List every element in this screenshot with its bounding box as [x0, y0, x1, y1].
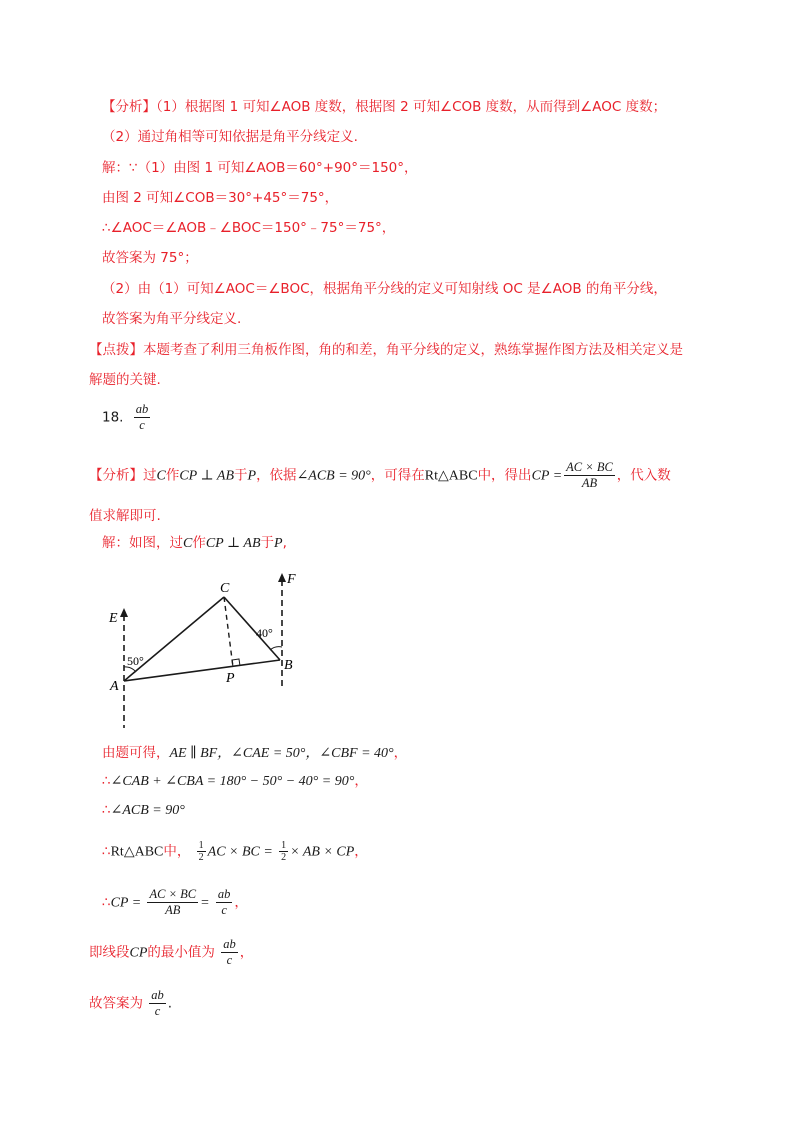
step7	[89, 988, 172, 1019]
step4-rt-triangle: Rt△ABC	[110, 844, 164, 860]
step4	[102, 840, 368, 863]
step5-fraction1-den: AB	[147, 902, 198, 918]
solution2-text-c: 于	[260, 535, 274, 551]
step6-suffix: ，	[239, 944, 254, 961]
analysis2-text-g: ，代入数	[616, 467, 671, 484]
half-fraction	[197, 840, 206, 863]
solution2-text-d: ,	[282, 535, 287, 551]
step5-fraction2-den: c	[216, 902, 233, 918]
step2-suffix: ，	[354, 773, 368, 789]
step5-fraction2-num: ab	[217, 887, 231, 901]
comment-tag: 【点拨】	[89, 342, 143, 358]
angle-label-b: 40°	[256, 626, 273, 640]
step5-fraction1	[147, 887, 198, 918]
step7-suffix: .	[167, 995, 173, 1012]
label-b: B	[284, 658, 293, 673]
step3-math: ∠ACB = 90°	[110, 803, 185, 818]
segment-cp	[224, 597, 233, 667]
angle-label-a: 50°	[127, 654, 144, 668]
analysis2-text-a: 过	[143, 467, 157, 484]
step5-eq: =	[200, 895, 210, 911]
step1-math: AE ∥ BF，∠CAE = 50°，∠CBF = 40°	[169, 746, 394, 761]
step1-prefix: 由题可得，	[102, 745, 170, 761]
step2	[102, 772, 368, 791]
analysis2-text-c: 于	[234, 467, 248, 484]
analysis1-line1	[102, 98, 666, 116]
solution1-line2: 由图 2 可知∠COB＝30°+45°＝75°，	[102, 190, 339, 206]
analysis-text: （1）根据图 1 可知∠AOB 度数，根据图 2 可知∠COB 度数，从而得到∠AOC 度数；	[156, 99, 667, 115]
therefore-symbol: ∴	[102, 773, 111, 789]
solution2-point-p: P	[274, 536, 283, 551]
half-fraction	[279, 840, 288, 863]
analysis2-point-c: C	[156, 468, 166, 484]
angle-arc-b	[270, 647, 282, 650]
comment1-line2: 解题的关键.	[89, 372, 161, 388]
comment-text: 本题考查了利用三角板作图，角的和差，角平分线的定义，熟练掌握作图方法及相关定义是	[143, 342, 683, 358]
analysis2-cp-eq: CP =	[531, 468, 563, 484]
step7-fraction-num: ab	[151, 988, 164, 1002]
comment1-line1	[89, 341, 683, 359]
therefore-symbol: ∴	[102, 894, 111, 911]
step7-fraction-den: c	[149, 1003, 166, 1019]
analysis2-cp-perp-ab: CP ⊥ AB	[179, 468, 234, 484]
geometry-figure	[100, 565, 340, 735]
step4-zhong: 中，	[163, 843, 191, 860]
analysis2-angle-acb: ∠ACB = 90°	[296, 468, 371, 484]
solution1-line3: ∴∠AOC＝∠AOB﹣∠BOC＝150°﹣75°＝75°，	[102, 220, 396, 236]
analysis2-fraction	[564, 460, 615, 491]
step6-cp: CP	[129, 945, 148, 961]
label-c: C	[220, 581, 230, 596]
solution1-line5: （2）由（1）可知∠AOC＝∠BOC，根据角平分线的定义可知射线 OC 是∠AOB 的角平分线，	[102, 281, 667, 297]
step4-math-right: × AB × CP	[290, 844, 355, 860]
analysis2-text-b: 作	[165, 467, 180, 484]
step5-fraction1-num: AC × BC	[149, 887, 197, 901]
solution2-cp-perp-ab: CP ⊥ AB	[205, 536, 261, 551]
q18-line	[102, 402, 152, 433]
step6	[89, 937, 253, 968]
step1	[102, 744, 407, 763]
analysis2-line1	[89, 460, 671, 491]
analysis1-line2: （2）通过角相等可知依据是角平分线定义.	[102, 129, 358, 145]
side-ac	[124, 597, 224, 681]
label-p: P	[226, 671, 235, 686]
arrow-f-icon	[278, 573, 286, 582]
arrow-e-icon	[120, 608, 128, 617]
step6-fraction-num: ab	[223, 937, 236, 951]
half-den: 2	[198, 852, 204, 863]
step7-fraction	[149, 988, 166, 1019]
half-num: 1	[281, 840, 287, 851]
solution1-line4: 故答案为 75°；	[102, 250, 198, 266]
step6-fraction	[221, 937, 238, 968]
analysis2-text-e: ，可得在	[370, 467, 425, 484]
step4-suffix: ，	[354, 843, 368, 860]
step6-middle: 的最小值为	[147, 944, 215, 961]
q18-ans-numerator: ab	[135, 402, 149, 416]
step3	[102, 801, 185, 820]
step5-suffix: ，	[234, 894, 248, 911]
step7-prefix: 故答案为	[89, 995, 143, 1012]
side-ab	[124, 660, 280, 681]
label-f: F	[287, 572, 296, 587]
analysis2-tag: 【分析】	[89, 467, 143, 484]
analysis2-fraction-den: AB	[564, 475, 615, 491]
analysis2-fraction-num: AC × BC	[566, 460, 613, 474]
solution1-line6: 故答案为角平分线定义.	[102, 311, 242, 327]
step5	[102, 887, 248, 918]
step6-fraction-den: c	[221, 952, 238, 968]
therefore-symbol: ∴	[102, 802, 111, 818]
analysis-tag: 【分析】	[102, 99, 156, 115]
q18-ans-denominator: c	[134, 417, 151, 433]
analysis2-text-f: 中，得出	[477, 467, 532, 484]
analysis2-rt-triangle: Rt△ABC	[424, 468, 478, 484]
analysis2-point-p: P	[247, 468, 257, 484]
solution2-text-b: 作	[192, 535, 206, 551]
solution2-line	[102, 534, 287, 553]
question-number: 18.	[102, 409, 124, 426]
half-num: 1	[198, 840, 204, 851]
analysis2-text-d: ，依据	[256, 467, 297, 484]
therefore-symbol: ∴	[102, 843, 111, 860]
solution2-text-a: 解：如图，过	[102, 535, 183, 551]
q18-answer-fraction	[134, 402, 151, 433]
step1-suffix: ，	[393, 745, 408, 761]
step2-math: ∠CAB + ∠CBA = 180° − 50° − 40° = 90°	[110, 774, 355, 789]
step5-fraction2	[216, 887, 233, 918]
label-a: A	[110, 679, 119, 694]
analysis2-line2: 值求解即可.	[89, 508, 161, 524]
solution2-point-c: C	[183, 536, 193, 551]
step6-prefix: 即线段	[89, 944, 130, 961]
step5-cp: CP =	[110, 895, 142, 911]
half-den: 2	[281, 852, 287, 863]
step4-math-left: AC × BC =	[207, 844, 273, 860]
label-e: E	[109, 611, 118, 626]
solution1-line1: 解：∵（1）由图 1 可知∠AOB＝60°+90°＝150°，	[102, 160, 418, 176]
